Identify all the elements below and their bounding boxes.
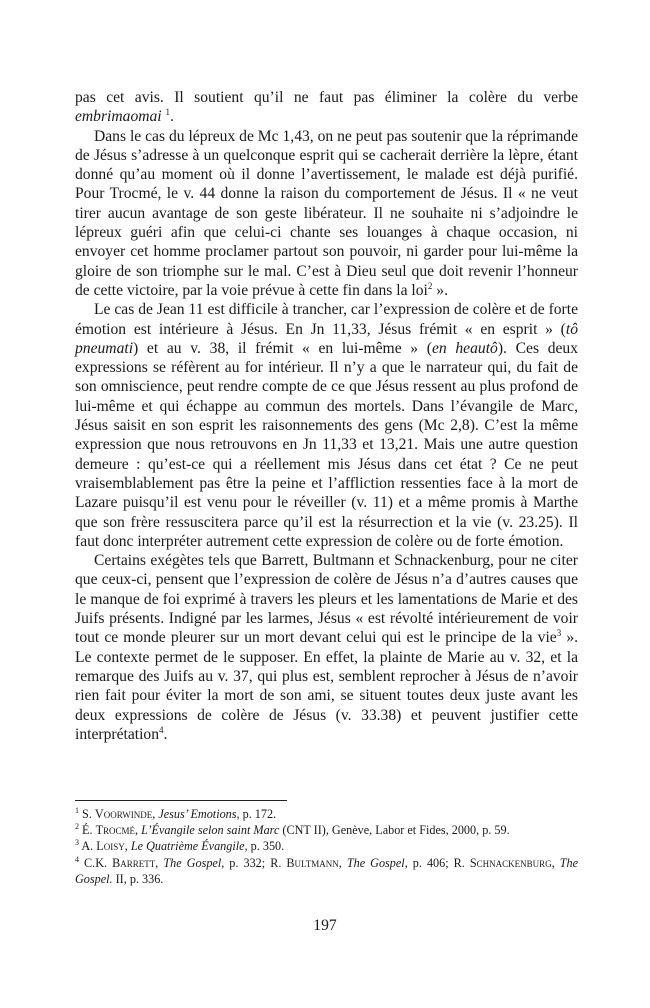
italic-text: embrimaomai — [75, 108, 162, 126]
paragraph — [75, 300, 578, 551]
footnote-separator — [75, 800, 287, 801]
text-run: , — [152, 807, 159, 821]
text-run: , — [135, 823, 142, 838]
text-run: ». Le contexte permet de le supposer. En effet, la plainte de Marie au v. 32, et la remarque des Juifs au v. 37, qui plus est, semblent reprocher à Jésus de n’avoir rien fait pour éviter la mort de son ami, se situent toutes deux juste avant les deux expressions de colère de Jésus (v. 33.38) et peuvent justifier cette interprétation — [75, 629, 579, 743]
text-run: Le cas de Jean 11 est difficile à trancher, car l’expression de colère et de forte émotion est intérieure à Jésus. En Jn 11,33, Jésus frémit « en esprit » ( — [75, 301, 578, 338]
text-run: Dans le cas du lépreux de Mc 1,43, on ne peut pas soutenir que la réprimande de Jésus s’adresse à un quelconque esprit qui se cacherait derrière la lèpre, étant donné qu’au moment où il donne l’avertissement, le malade est déjà purifié. Pour Trocmé, le v. 44 donne la raison du comportement de Jésus. Il « ne veut tirer aucun avantage de son geste libérateur. Il ne souhaite ni s’adjoindre le lépreux guéri afin que celui-ci chante ses louanges à chaque occasion, ni envoyer cet homme proclamer partout son pouvoir, ni garder pour lui-même la gloire de son triomphe sur le mal. C’est à Dieu seul que doit revenir l’honneur de cette victoire, par la voie prévue à cette fin dans la loi — [75, 127, 578, 299]
italic-text: tô pneumati — [75, 320, 578, 357]
text-run: , — [551, 855, 560, 870]
italic-text: The Gospel — [163, 855, 222, 870]
footnote — [75, 806, 578, 822]
text-run: S. — [82, 807, 95, 821]
text-run: Certains exégètes tels que Barrett, Bultmann et Schnackenburg, pour ne citer que ceux-ci, pensent que l’expression de colère de Jésus n’a d’autres causes que le manque de foi exprimé à travers les pleurs et les lamentations de Marie et des Juifs présents. Indigné par les larmes, Jésus « est révolté intérieurement de voir tout ce monde pleurer sur un mort devant celui qui est le principe de la vie — [75, 552, 578, 647]
footnote-ref[interactable]: 4 — [159, 724, 164, 735]
text-run: É. — [82, 823, 96, 838]
text-run: , p. 332; R. — [221, 855, 287, 870]
text-run: pas cet avis. Il soutient qu’il ne faut pas éliminer la colère du verbe — [75, 89, 578, 106]
italic-text: The Gospel. — [75, 855, 579, 886]
author-name: Trocmé — [95, 823, 136, 838]
footnote-number: 3 — [75, 838, 79, 848]
text-run: C.K. — [84, 855, 113, 870]
text-run: (CNT II), Genève, Labor et Fides, 2000, p. 59. — [279, 823, 510, 838]
author-name: Bultmann — [286, 855, 339, 870]
footnote-ref[interactable]: 3 — [556, 628, 562, 639]
text-run: II, p. 336. — [112, 871, 164, 886]
text-run: , — [155, 855, 164, 870]
text-run: , — [124, 839, 131, 854]
author-name: Schnackenburg — [469, 855, 552, 870]
page-number: 197 — [313, 917, 337, 934]
main-text — [75, 88, 578, 744]
author-name: Barrett — [112, 855, 156, 870]
italic-text: Le Quatrième Évangile — [130, 839, 245, 854]
italic-text: L’Évangile selon saint Marc — [141, 823, 280, 838]
text-run: ). Ces deux expressions se réfèrent au for intérieur. Il n’y a que le narrateur qui, du fait de son omniscience, peut rendre compte de ce que Jésus ressent au plus profond de lui-même et qui échappe au commun des mortels. Dans l’évangile de Marc, Jésus saisit en son esprit les raisonnements des gens (Mc 2,8). C’est la même expression que nous retrouvons en Jn 11,33 et 13,21. Mais une autre question demeure : qu’est-ce qui a réellement mis Jésus dans cet état ? Ce ne peut vraisemblablement pas être la peine et l’affliction ressenties face à la mort de Lazare puisqu’il est venu pour le réveiller (v. 11) et a même promis à Marthe que son frère ressuscitera parce qu’il est la résurrection et la vie (v. 23.25). Il faut donc interpréter autrement cette expression de colère ou de forte émotion. — [75, 339, 579, 550]
text-run: , — [338, 855, 347, 870]
text-run: . — [170, 108, 174, 126]
footnote — [75, 838, 578, 854]
footnote — [75, 822, 578, 838]
footnote-number: 4 — [75, 854, 79, 864]
footnote-number: 2 — [75, 822, 79, 832]
text-run: , p. 172. — [236, 807, 277, 821]
text-run: . — [163, 725, 168, 743]
page-body — [75, 88, 578, 744]
footnote-ref[interactable]: 2 — [427, 280, 433, 291]
author-name: Loisy — [96, 839, 125, 854]
paragraph — [75, 551, 578, 744]
italic-text: The Gospel — [346, 855, 405, 870]
text-run: ) et au v. 38, il frémit « en lui-même » ( — [133, 339, 432, 357]
footnote-ref[interactable]: 1 — [165, 107, 171, 118]
footnote — [75, 855, 578, 887]
italic-text: Jesus’ Emotions — [158, 807, 237, 821]
italic-text: en heautô — [431, 339, 498, 357]
footnote-number: 1 — [75, 806, 79, 815]
paragraph — [75, 127, 578, 301]
text-run: , p. 406; R. — [404, 855, 470, 870]
author-name: Voorwinde — [94, 807, 153, 821]
text-run: ». — [432, 281, 448, 299]
paragraph — [75, 88, 578, 127]
text-run: A. — [81, 839, 97, 854]
text-run: , p. 350. — [244, 839, 285, 854]
footnotes — [75, 806, 578, 887]
